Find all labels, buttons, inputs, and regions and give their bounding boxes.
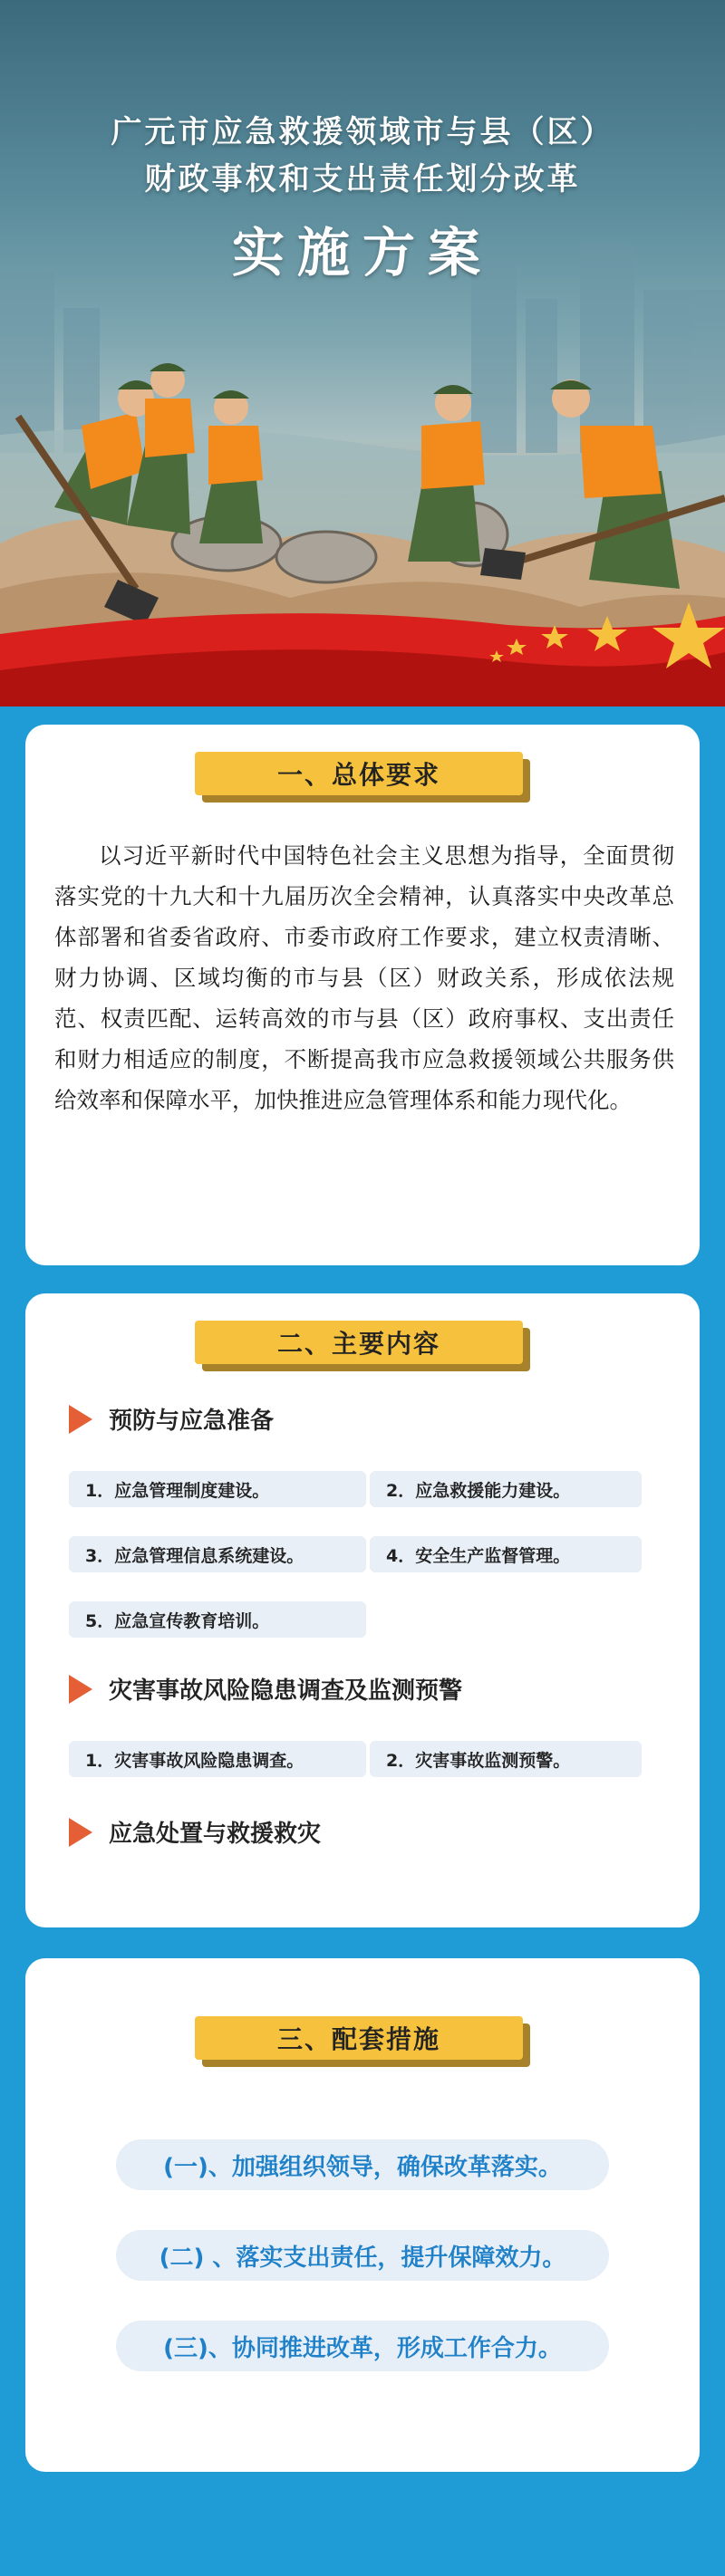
subsection-heading	[69, 1815, 321, 1849]
list-item: 4．安全生产监督管理。	[370, 1536, 642, 1572]
hero-banner	[0, 0, 725, 706]
section-paragraph: 以习近平新时代中国特色社会主义思想为指导，全面贯彻落实党的十九大和十九届历次全会精神，认真落实中央改革总体部署和省委省政府、市委市政府工作要求，建立权责清晰、财力协调、区域均衡的市与县（区）财政关系，形成依法规范、权责匹配、运转高效的市与县（区）政府事权、支出责任和财力相适应的制度，不断提高我市应急救援领域公共服务供给效率和保障水平，加快推进应急管理体系和能力现代化。	[54, 842, 674, 1113]
list-item: 1．应急管理制度建设。	[69, 1471, 366, 1507]
section-heading: 三、配套措施	[195, 2016, 523, 2060]
list-item: 5．应急宣传教育培训。	[69, 1601, 366, 1638]
section-heading-badge	[195, 752, 530, 803]
soldier-figure	[199, 390, 263, 543]
hero-title-line1: 广元市应急救援领域市与县（区）	[111, 114, 614, 150]
list-item: 3．应急管理信息系统建设。	[69, 1536, 366, 1572]
list-item: 2．灾害事故监测预警。	[370, 1741, 642, 1777]
section-main-content	[25, 1293, 700, 1927]
measure-item: (一)、加强组织领导，确保改革落实。	[116, 2139, 609, 2190]
triangle-bullet-icon	[69, 1675, 92, 1704]
section-heading: 二、主要内容	[195, 1321, 523, 1364]
subsection-title: 灾害事故风险隐患调查及监测预警	[109, 1677, 463, 1705]
triangle-bullet-icon	[69, 1405, 92, 1434]
list-item: 2．应急救援能力建设。	[370, 1471, 642, 1507]
subsection-heading	[69, 1672, 462, 1706]
section-heading-badge	[195, 1321, 530, 1371]
hero-title-line2: 财政事权和支出责任划分改革	[144, 161, 581, 197]
list-item: 1．灾害事故风险隐患调查。	[69, 1741, 366, 1777]
measure-item: (三)、协同推进改革，形成工作合力。	[116, 2321, 609, 2371]
triangle-bullet-icon	[69, 1818, 92, 1847]
subsection-title: 预防与应急准备	[109, 1408, 275, 1435]
subsection-heading	[69, 1402, 274, 1436]
subsection-title: 应急处置与救援救灾	[109, 1821, 322, 1848]
hero-title-main: 实施方案	[231, 222, 493, 284]
section-supporting-measures	[25, 1958, 700, 2472]
rescue-scene-illustration	[0, 0, 725, 706]
section-heading-badge	[195, 2016, 530, 2067]
measure-item: (二) 、落实支出责任，提升保障效力。	[116, 2230, 609, 2281]
section-heading: 一、总体要求	[195, 752, 523, 795]
section-general-requirements	[25, 725, 700, 1265]
